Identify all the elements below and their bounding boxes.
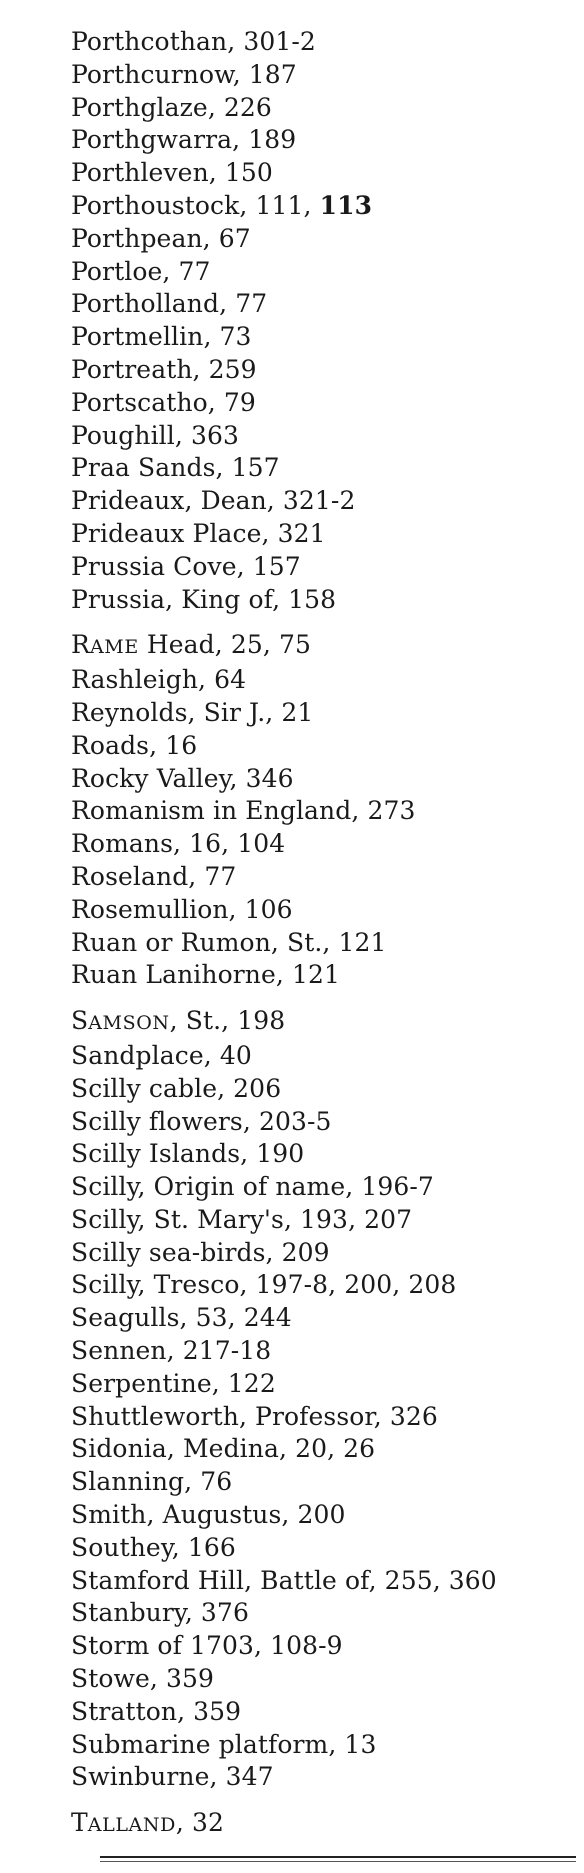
entry-text: Prussia, King of, 158	[71, 584, 337, 614]
entry-text: Portscatho, 79	[71, 387, 256, 417]
bottom-rule-secondary	[100, 1861, 576, 1862]
entry-text: Scilly, St. Mary's, 193, 207	[71, 1204, 413, 1234]
index-entry	[71, 1729, 571, 1762]
index-entry	[71, 256, 571, 289]
index-entry	[71, 1532, 571, 1565]
entry-text: Sennen, 217-18	[71, 1336, 272, 1366]
entry-text: Porthcurnow, 187	[71, 59, 297, 89]
index-entry	[71, 1401, 571, 1434]
entry-text: Prussia Cove, 157	[71, 551, 301, 581]
entry-text: Rosemullion, 106	[71, 894, 293, 924]
index-entry	[71, 1005, 571, 1040]
index-section	[71, 629, 571, 992]
entry-initial: R	[71, 630, 90, 660]
entry-text: Portreath, 259	[71, 354, 257, 384]
bottom-rule	[100, 1856, 576, 1858]
index-entry	[71, 1204, 571, 1237]
index-entry	[71, 420, 571, 453]
index-entry	[71, 1499, 571, 1532]
entry-text: Romanism in England, 273	[71, 796, 416, 826]
index-entry	[71, 1269, 571, 1302]
entry-text: Porthleven, 150	[71, 158, 273, 188]
index-entry	[71, 697, 571, 730]
entry-text: , 32	[175, 1808, 225, 1838]
entry-smallcaps: AMSON	[88, 1012, 170, 1035]
entry-text: Porthpean, 67	[71, 223, 251, 253]
entry-text: Storm of 1703, 108-9	[71, 1631, 343, 1661]
index-entry	[71, 927, 571, 960]
entry-text: Head, 25, 75	[138, 630, 311, 660]
index-entry	[71, 1302, 571, 1335]
entry-text: Porthglaze, 226	[71, 92, 272, 122]
entry-text: Stratton, 359	[71, 1696, 242, 1726]
entry-text: Prideaux, Dean, 321-2	[71, 486, 356, 516]
entry-text: Stowe, 359	[71, 1664, 215, 1694]
index-entry	[71, 485, 571, 518]
index-entry	[71, 763, 571, 796]
index-entry	[71, 1040, 571, 1073]
entry-smallcaps: AME	[89, 636, 139, 659]
index-entry	[71, 1368, 571, 1401]
entry-text: Sidonia, Medina, 20, 26	[71, 1434, 376, 1464]
entry-text: Swinburne, 347	[71, 1762, 274, 1792]
index-entry	[71, 894, 571, 927]
entry-text: Praa Sands, 157	[71, 453, 280, 483]
entry-text: Portloe, 77	[71, 256, 211, 286]
entry-text: Slanning, 76	[71, 1467, 233, 1497]
entry-text: Smith, Augustus, 200	[71, 1500, 346, 1530]
entry-text: Shuttleworth, Professor, 326	[71, 1401, 438, 1431]
index-section	[71, 1005, 571, 1794]
entry-text: , St., 198	[169, 1006, 286, 1036]
index-entry	[71, 223, 571, 256]
index-entry	[71, 959, 571, 992]
index-entry	[71, 59, 571, 92]
index-entry	[71, 321, 571, 354]
index-entry	[71, 664, 571, 697]
index-entry	[71, 1433, 571, 1466]
index-entry	[71, 190, 571, 223]
index-entry	[71, 452, 571, 485]
index-entry	[71, 354, 571, 387]
entry-text: Romans, 16, 104	[71, 829, 286, 859]
entry-text: Porthcothan, 301-2	[71, 27, 316, 56]
entry-initial: T	[71, 1808, 88, 1838]
entry-text: Southey, 166	[71, 1532, 236, 1562]
index-entry	[71, 1466, 571, 1499]
index-entry	[71, 1696, 571, 1729]
index-entry	[71, 157, 571, 190]
index-section	[71, 1807, 571, 1842]
entry-text: Seagulls, 53, 244	[71, 1303, 292, 1333]
index-entry	[71, 1138, 571, 1171]
entry-text: Sandplace, 40	[71, 1040, 252, 1070]
index-entry	[71, 584, 571, 617]
index-entry	[71, 1807, 571, 1842]
index-entry	[71, 518, 571, 551]
index-entry	[71, 288, 571, 321]
entry-text: Scilly sea-birds, 209	[71, 1237, 330, 1267]
entry-text: Roseland, 77	[71, 861, 237, 891]
entry-text: Scilly, Tresco, 197-8, 200, 208	[71, 1270, 457, 1300]
index-entry	[71, 1106, 571, 1139]
entry-text: Scilly Islands, 190	[71, 1139, 305, 1169]
entry-text: Scilly, Origin of name, 196-7	[71, 1172, 434, 1202]
entry-bold-page: 113	[319, 190, 373, 220]
entry-text: Ruan or Rumon, St., 121	[71, 927, 387, 957]
entry-text: Portmellin, 73	[71, 322, 252, 352]
entry-text: Porthoustock, 111,	[71, 190, 320, 220]
entry-text: Stamford Hill, Battle of, 255, 360	[71, 1565, 497, 1595]
index-entry	[71, 1663, 571, 1696]
index-entry	[71, 1761, 571, 1794]
index-entry	[71, 629, 571, 664]
entry-text: Scilly cable, 206	[71, 1073, 282, 1103]
entry-text: Ruan Lanihorne, 121	[71, 960, 340, 990]
index-entry	[71, 795, 571, 828]
entry-text: Porthgwarra, 189	[71, 125, 297, 155]
index-section	[71, 26, 571, 616]
entry-text: Reynolds, Sir J., 21	[71, 697, 314, 727]
index-entry	[71, 387, 571, 420]
index-entry	[71, 1073, 571, 1106]
index-entry	[71, 92, 571, 125]
entry-text: Scilly flowers, 203-5	[71, 1106, 332, 1136]
entry-smallcaps: ALLAND	[87, 1814, 176, 1837]
index-entry	[71, 861, 571, 894]
entry-initial: S	[71, 1006, 89, 1036]
index-entry	[71, 124, 571, 157]
entry-text: Serpentine, 122	[71, 1368, 276, 1398]
entry-text: Rashleigh, 64	[71, 665, 247, 695]
entry-text: Portholland, 77	[71, 289, 268, 319]
entry-text: Poughill, 363	[71, 420, 239, 450]
index-entry	[71, 828, 571, 861]
index-entry	[71, 1335, 571, 1368]
index-list	[71, 26, 571, 1842]
index-entry	[71, 730, 571, 763]
entry-text: Prideaux Place, 321	[71, 518, 326, 548]
index-entry	[71, 1237, 571, 1270]
index-entry	[71, 1630, 571, 1663]
index-entry	[71, 551, 571, 584]
index-entry	[71, 1565, 571, 1598]
entry-text: Roads, 16	[71, 730, 198, 760]
index-entry	[71, 1171, 571, 1204]
index-entry	[71, 1597, 571, 1630]
entry-text: Submarine platform, 13	[71, 1729, 377, 1759]
entry-text: Rocky Valley, 346	[71, 763, 294, 793]
entry-text: Stanbury, 376	[71, 1598, 249, 1628]
index-entry	[71, 26, 571, 59]
